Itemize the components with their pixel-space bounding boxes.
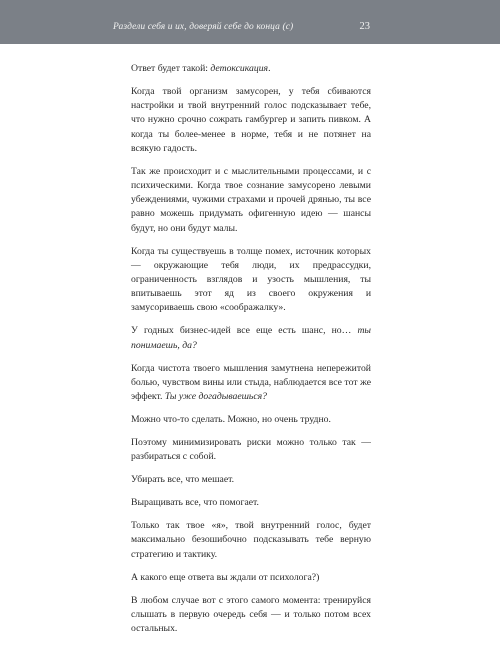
paragraph bbox=[131, 436, 371, 464]
text-run: . bbox=[268, 63, 271, 74]
italic-text: ты понимаешь, да? bbox=[131, 325, 371, 351]
page-number: 23 bbox=[359, 21, 370, 32]
text-run: Выращивать все, что помогает. bbox=[131, 497, 259, 509]
text-run: Ответ будет такой: bbox=[131, 63, 211, 74]
paragraph bbox=[131, 165, 371, 236]
text-run: Только так твое «я», твой внутренний голос, будет максимально безошибочно подсказывать тебе верную стратегию и тактику. bbox=[131, 520, 371, 560]
paragraph bbox=[131, 245, 371, 316]
paragraph bbox=[131, 324, 371, 352]
text-run: Убирать все, что мешает. bbox=[131, 474, 235, 486]
text-run: Когда ты существуешь в толще помех, источник которых — окружающие тебя люди, их предрассудки, ограниченность взглядов и узость мышления, ты впитываешь этот яд из своего окружения и замусориваешь свою «соображалку». bbox=[131, 245, 371, 314]
text-run: Когда чистота твоего мышления замутнена непережитой болью, чувством вины или стыда, наблюдается все тот же эффект. bbox=[131, 362, 371, 403]
paragraph bbox=[131, 473, 371, 487]
paragraph bbox=[131, 594, 371, 637]
paragraph bbox=[131, 413, 371, 427]
text-run: Поэтому минимизировать риски можно только так — разбираться с собой. bbox=[131, 437, 371, 463]
text-run: У годных бизнес-идей все еще есть шанс, но… bbox=[131, 325, 358, 337]
paragraph bbox=[131, 362, 371, 405]
paragraph bbox=[131, 519, 371, 562]
paragraph bbox=[131, 62, 371, 76]
text-run: Когда твой организм замусорен, у тебя сбиваются настройки и твой внутренний голос подсказывает тебе, что нужно срочно сожрать гамбургер и запить пивком. А когда ты более-менее в норме, тебя и не потянет на всякую гадость. bbox=[131, 86, 371, 154]
italic-text: детоксикация bbox=[210, 63, 269, 74]
header-title: Раздели себя и их, доверяй себе до конца (с) bbox=[113, 22, 294, 32]
paragraph bbox=[131, 496, 371, 510]
body-text bbox=[131, 62, 371, 645]
italic-text: Ты уже догадываешься? bbox=[164, 391, 267, 403]
paragraph bbox=[131, 571, 371, 585]
text-run: А какого еще ответа вы ждали от психолога?) bbox=[131, 571, 320, 583]
text-run: Так же происходит и с мыслительными процессами, и с психическими. Когда твое сознание замусорено левыми убеждениями, чужими страхами и прочей дрянью, ты все равно можешь придумать офигенную идею — шансы будут, но они будут малы. bbox=[131, 165, 371, 234]
paragraph bbox=[131, 85, 371, 156]
text-run: Можно что-то сделать. Можно, но очень трудно. bbox=[131, 414, 331, 426]
text-run: В любом случае вот с этого самого момента: тренируйся слышать в первую очередь себя — и только потом всех остальных. bbox=[131, 594, 371, 635]
running-header bbox=[0, 0, 500, 44]
